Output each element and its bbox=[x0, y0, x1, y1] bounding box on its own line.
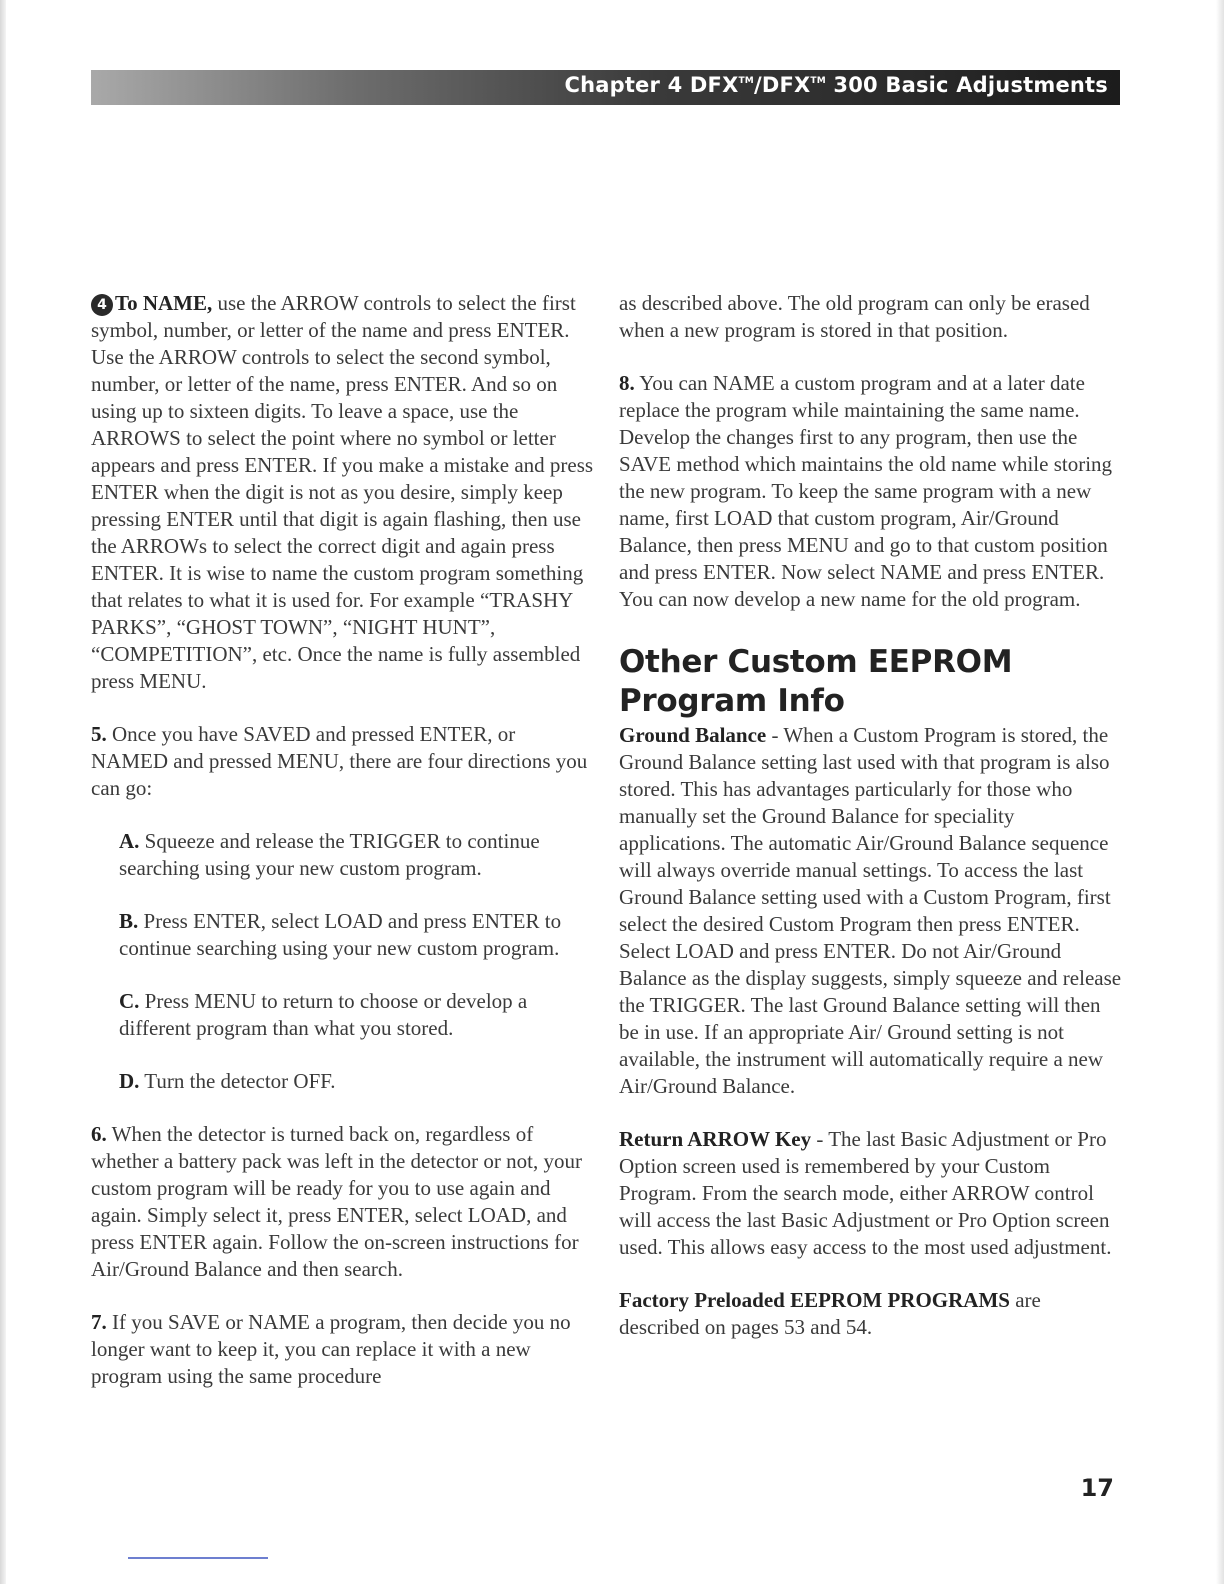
chapter-title-part: Chapter 4 DFX bbox=[564, 73, 739, 97]
step-body: Once you have SAVED and pressed ENTER, or NAMED and pressed MENU, there are four directions you can go: bbox=[91, 722, 588, 800]
step-7-paragraph bbox=[91, 1309, 596, 1390]
option-label: C. bbox=[119, 989, 140, 1013]
term-body: - The last Basic Adjustment or Pro Option screen used is remembered by your Custom Program. From the search mode, either ARROW control will access the last Basic Adjustment or Pro Option screen used. This allows easy access to the most used adjustment. bbox=[619, 1127, 1112, 1259]
chapter-title-part: /DFX bbox=[753, 73, 811, 97]
step-8-paragraph bbox=[619, 370, 1124, 613]
option-label: B. bbox=[119, 909, 139, 933]
option-label: A. bbox=[119, 829, 140, 853]
step-4-paragraph bbox=[91, 290, 596, 695]
option-b bbox=[91, 908, 596, 962]
chapter-title-part: 300 Basic Adjustments bbox=[825, 73, 1108, 97]
factory-programs-paragraph bbox=[619, 1287, 1124, 1341]
trademark-mark: TM bbox=[738, 76, 754, 86]
step-6-paragraph bbox=[91, 1121, 596, 1283]
term-label: Factory Preloaded EEPROM PROGRAMS bbox=[619, 1288, 1010, 1312]
term-body: - When a Custom Program is stored, the Ground Balance setting last used with that program is also stored. This has advantages particularly for those who manually set the Ground Balance for speciality applications. The automatic Air/Ground Balance sequence will always override manual settings. To access the last Ground Balance setting used with a Custom Program, first select the desired Custom Program then press ENTER. Select LOAD and press ENTER. Do not Air/Ground Balance as the display suggests, simply squeeze and release the TRIGGER. The last Ground Balance setting will then be in use. If an appropriate Air/ Ground setting is not available, the instrument will automatically require a new Air/Ground Balance. bbox=[619, 723, 1122, 1098]
trademark-mark: TM bbox=[810, 76, 826, 86]
page-number: 17 bbox=[1080, 1474, 1114, 1502]
section-heading: Other Custom EEPROM Program Info bbox=[619, 644, 1013, 719]
footer-rule bbox=[128, 1557, 268, 1559]
chapter-header-bar bbox=[91, 70, 1120, 105]
option-body: Press MENU to return to choose or develop a different program than what you stored. bbox=[119, 989, 528, 1040]
page-edge-shadow-right bbox=[1216, 0, 1224, 1584]
return-arrow-paragraph bbox=[619, 1126, 1124, 1261]
step-body: When the detector is turned back on, regardless of whether a battery pack was left in the detector or not, your custom program will be ready for you to use again and again. Simply select it, press ENTER, select LOAD, and press ENTER again. Follow the on-screen instructions for Air/Ground Balance and then search. bbox=[91, 1122, 582, 1281]
option-d bbox=[91, 1068, 596, 1095]
option-label: D. bbox=[119, 1069, 140, 1093]
term-body: are described on pages 53 and 54. bbox=[619, 1288, 1041, 1339]
step-number: 5. bbox=[91, 722, 107, 746]
left-column bbox=[91, 290, 596, 1390]
step-body: If you SAVE or NAME a program, then decide you no longer want to keep it, you can replace it with a new program using the same procedure bbox=[91, 1310, 571, 1388]
step-number: 8. bbox=[619, 371, 635, 395]
step-lead: To NAME, bbox=[115, 291, 213, 315]
option-body: Press ENTER, select LOAD and press ENTER to continue searching using your new custom program. bbox=[119, 909, 562, 960]
option-body: Squeeze and release the TRIGGER to continue searching using your new custom program. bbox=[119, 829, 540, 880]
term-label: Ground Balance bbox=[619, 723, 767, 747]
step-number-icon: 4 bbox=[91, 294, 113, 316]
option-c bbox=[91, 988, 596, 1042]
step-5-paragraph bbox=[91, 721, 596, 802]
chapter-title bbox=[564, 73, 1108, 97]
step-number: 7. bbox=[91, 1310, 107, 1334]
ground-balance-paragraph bbox=[619, 722, 1124, 1100]
step-body: use the ARROW controls to select the first symbol, number, or letter of the name and press ENTER. Use the ARROW controls to select the second symbol, number, or letter of the name, press ENTER. And so on using up to sixteen digits. To leave a space, use the ARROWS to select the point where no symbol or letter appears and press ENTER. If you make a mistake and press ENTER when the digit is not as you desire, simply keep pressing ENTER until that digit is again flashing, then use the ARROWs to select the correct digit and again press ENTER. It is wise to name the custom program something that relates to what it is used for. For example “TRASHY PARKS”, “GHOST TOWN”, “NIGHT HUNT”, “COMPETITION”, etc. Once the name is fully assembled press MENU. bbox=[91, 291, 594, 693]
option-a bbox=[91, 828, 596, 882]
option-body: Turn the detector OFF. bbox=[139, 1069, 336, 1093]
step-body: You can NAME a custom program and at a later date replace the program while maintaining the same name. Develop the changes first to any program, then use the SAVE method which maintains the old name while storing the new program. To keep the same program with a new name, first LOAD that custom program, Air/Ground Balance, then press MENU and go to that custom position and press ENTER. Now select NAME and press ENTER. You can now develop a new name for the old program. bbox=[619, 371, 1113, 611]
right-column bbox=[619, 290, 1124, 1341]
page-edge-shadow bbox=[0, 0, 6, 1584]
step-number: 6. bbox=[91, 1122, 107, 1146]
step-7-continuation: as described above. The old program can only be erased when a new program is stored in that position. bbox=[619, 291, 1090, 342]
term-label: Return ARROW Key bbox=[619, 1127, 812, 1151]
